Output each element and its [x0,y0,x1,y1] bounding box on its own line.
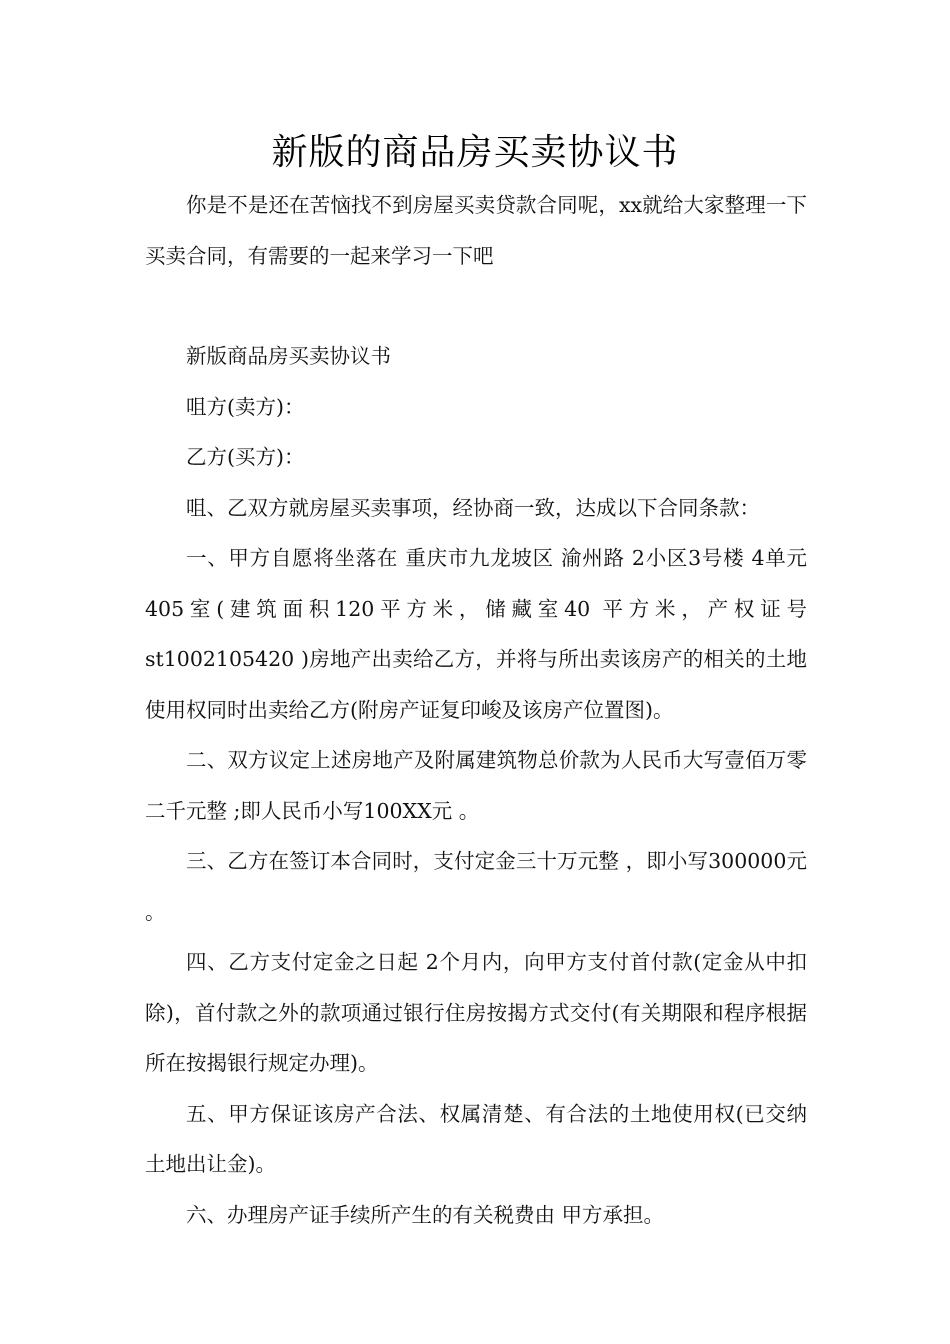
document-title: 新版的商品房买卖协议书 [271,132,679,173]
blank-line [145,281,807,331]
clause-5: 五、甲方保证该房产合法、权属清楚、有合法的土地使用权(已交纳土地出让金)。 [145,1101,807,1176]
intro-paragraph: 你是不是还在苦恼找不到房屋买卖贷款合同呢，xx就给大家整理一下买卖合同，有需要的一起来学习一下吧 [145,193,807,268]
party-b-line: 乙方(买方)： [186,445,305,469]
clause-3: 三、乙方在签订本合同时，支付定金三十万元整 ，即小写300000元 。 [145,849,807,924]
clause-1: 一、甲方自愿将坐落在 重庆市九龙坡区 渝州路 2小区3号楼 4单元 405室(建筑面积120平方米，储藏室40 平方米，产权证号 st1002105420 )房地产出卖给乙方，并将与所出卖该房产的相关的土地使用权同时出卖给乙方(附房产证复印峻及该房产位置图)。 [145,546,807,722]
clause-6: 六、办理房产证手续所产生的有关税费由 甲方承担。 [186,1202,665,1227]
document-body [145,180,807,1240]
preamble-paragraph: 咀、乙双方就房屋买卖事项，经协商一致，达成以下合同条款： [186,495,760,520]
clause-4: 四、乙方支付定金之日起 2个月内，向甲方支付首付款(定金从中扣除)，首付款之外的款项通过银行住房按揭方式交付(有关期限和程序根据所在按揭银行规定办理)。 [145,950,807,1075]
subtitle: 新版商品房买卖协议书 [186,344,391,368]
party-a-line: 咀方(卖方)： [186,394,305,419]
clause-2: 二、双方议定上述房地产及附属建筑物总价款为人民币大写壹佰万零二千元整 ;即人民币小写100XX元 。 [145,748,807,823]
